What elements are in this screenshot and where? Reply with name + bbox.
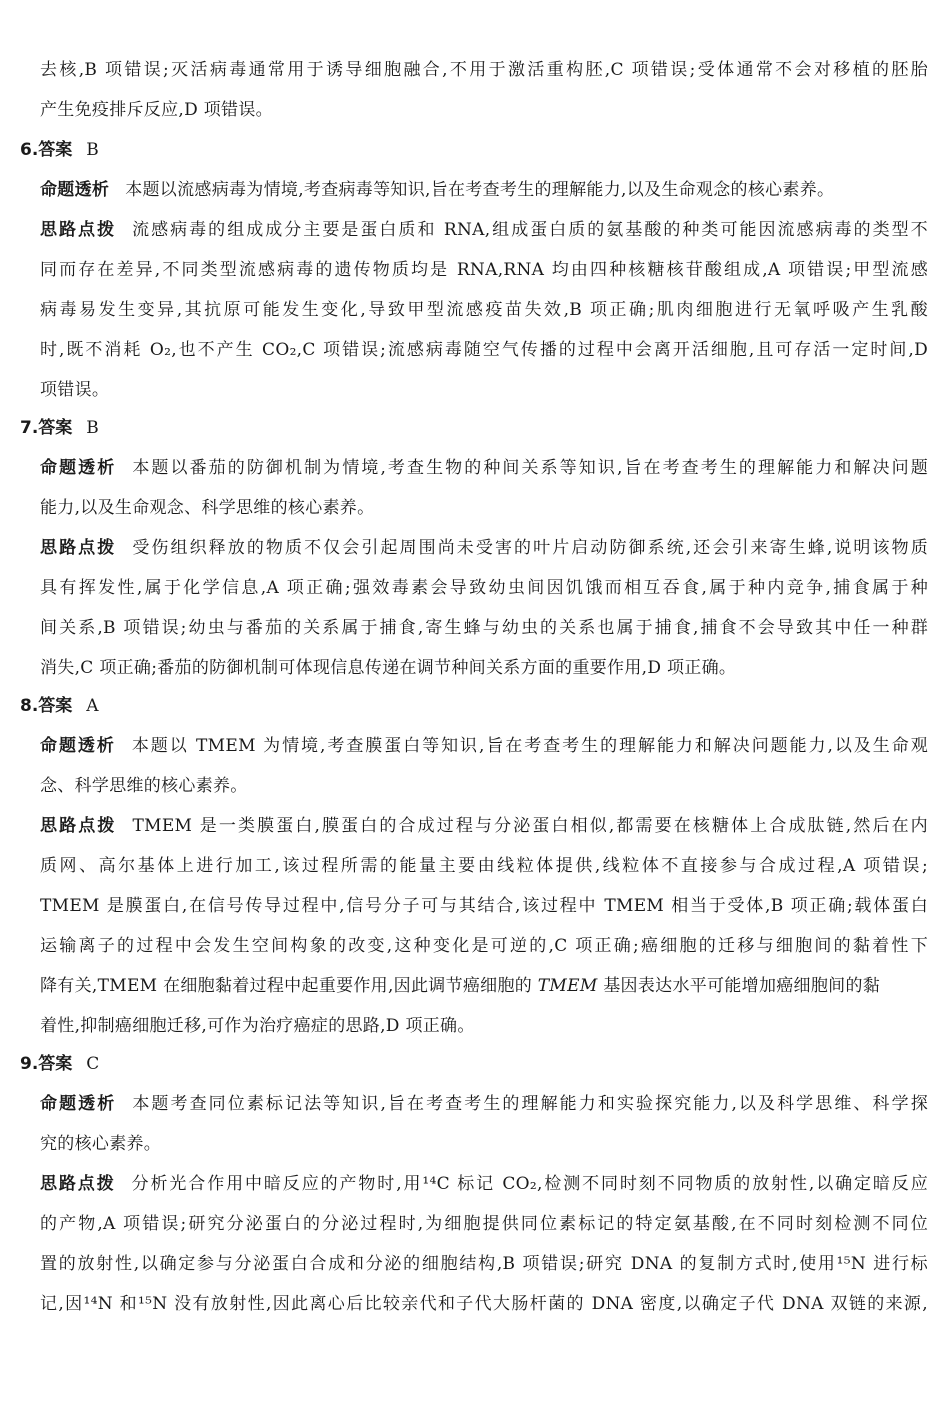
q8-answer: A (86, 696, 99, 716)
q8-idea-label: 思路点拨 (40, 816, 117, 836)
q7-answer: B (86, 418, 99, 438)
q8-line5-c: 基因表达水平可能增加癌细胞间的黏 (597, 976, 881, 996)
text-line: 消失,C 项正确;番茄的防御机制可体现信息传递在调节种间关系方面的重要作用,D 项正确。 (40, 658, 737, 678)
q8-intent (40, 734, 928, 758)
text-line: 时,既不消耗 O₂,也不产生 CO₂,C 项错误;流感病毒随空气传播的过程中会离开活细胞,且可存活一定时间,D (40, 340, 928, 360)
q6-idea-label: 思路点拨 (40, 220, 117, 240)
text-line: 究的核心素养。 (40, 1134, 162, 1154)
q7-answer-label: 答案 (38, 418, 73, 438)
q6-answer: B (86, 140, 99, 160)
q6-idea (40, 218, 928, 242)
text-line: 具有挥发性,属于化学信息,A 项正确;强效毒素会导致幼虫间因饥饿而相互吞食,属于种内竞争,捕食属于种 (40, 578, 928, 598)
text-line: 置的放射性,以确定参与分泌蛋白合成和分泌的细胞结构,B 项错误;研究 DNA 的复制方式时,使用¹⁵N 进行标 (40, 1254, 928, 1274)
q9-header (20, 1052, 99, 1076)
q7-number: 7. (20, 418, 39, 438)
text-line: 运输离子的过程中会发生空间构象的改变,这种变化是可逆的,C 项正确;癌细胞的迁移与细胞间的黏着性下 (40, 936, 928, 956)
q9-answer-label: 答案 (38, 1054, 73, 1074)
q9-intent-label: 命题透析 (40, 1094, 117, 1114)
text-line: 记,因¹⁴N 和¹⁵N 没有放射性,因此离心后比较亲代和子代大肠杆菌的 DNA 密度,以确定子代 DNA 双链的来源, (40, 1294, 928, 1314)
q7-intent-label: 命题透析 (40, 458, 117, 478)
q6-intent-text: 本题以流感病毒为情境,考查病毒等知识,旨在考查考生的理解能力,以及生命观念的核心素养。 (125, 180, 835, 200)
q6-intent (40, 178, 928, 202)
gene-name-italic: TMEM (537, 976, 598, 996)
q7-intent (40, 456, 928, 480)
text-line: 质网、高尔基体上进行加工,该过程所需的能量主要由线粒体提供,线粒体不直接参与合成过程,A 项错误; (40, 856, 928, 876)
q9-intent-text: 本题考查同位素标记法等知识,旨在考查考生的理解能力和实验探究能力,以及科学思维、科学探 (132, 1094, 928, 1114)
text-line: 产生免疫排斥反应,D 项错误。 (40, 100, 273, 120)
q7-idea (40, 536, 928, 560)
text-line: 能力,以及生命观念、科学思维的核心素养。 (40, 498, 375, 518)
q7-header (20, 416, 99, 440)
q8-intent-label: 命题透析 (40, 736, 116, 756)
q6-idea-text: 流感病毒的组成成分主要是蛋白质和 RNA,组成蛋白质的氨基酸的种类可能因流感病毒的类型不 (132, 220, 928, 240)
q6-answer-label: 答案 (38, 140, 73, 160)
q9-idea-label: 思路点拨 (40, 1174, 116, 1194)
q8-intent-text: 本题以 TMEM 为情境,考查膜蛋白等知识,旨在考查考生的理解能力和解决问题能力,以及生命观 (131, 736, 928, 756)
q8-line5-a: 降有关,TMEM 在细胞黏着过程中起重要作用,因此调节癌细胞的 (40, 976, 538, 996)
q9-number: 9. (20, 1054, 39, 1074)
q6-header (20, 138, 99, 162)
text-line: 项错误。 (40, 380, 110, 400)
q8-header (20, 694, 99, 718)
text-line: 的产物,A 项错误;研究分泌蛋白的分泌过程时,为细胞提供同位素标记的特定氨基酸,在不同时刻检测不同位 (40, 1214, 928, 1234)
text-line: 病毒易发生变异,其抗原可能发生变化,导致甲型流感疫苗失效,B 项正确;肌肉细胞进行无氧呼吸产生乳酸 (40, 300, 928, 320)
q6-intent-label: 命题透析 (40, 180, 110, 200)
q8-number: 8. (20, 696, 39, 716)
q7-intent-text: 本题以番茄的防御机制为情境,考查生物的种间关系等知识,旨在考查考生的理解能力和解决问题 (132, 458, 928, 478)
q9-intent (40, 1092, 928, 1116)
q9-idea (40, 1172, 928, 1196)
q7-idea-label: 思路点拨 (40, 538, 117, 558)
text-line: 念、科学思维的核心素养。 (40, 776, 248, 796)
q7-idea-text: 受伤组织释放的物质不仅会引起周围尚未受害的叶片启动防御系统,还会引来寄生蜂,说明该物质 (132, 538, 928, 558)
text-line: 着性,抑制癌细胞迁移,可作为治疗癌症的思路,D 项正确。 (40, 1016, 475, 1036)
text-line: 去核,B 项错误;灭活病毒通常用于诱导细胞融合,不用于激活重构胚,C 项错误;受体通常不会对移植的胚胎 (40, 60, 928, 80)
text-line (40, 974, 928, 998)
q6-number: 6. (20, 140, 39, 160)
text-line: 同而存在差异,不同类型流感病毒的遗传物质均是 RNA,RNA 均由四种核糖核苷酸组成,A 项错误;甲型流感 (40, 260, 928, 280)
q9-answer: C (86, 1054, 100, 1074)
q8-answer-label: 答案 (38, 696, 73, 716)
q8-idea-text: TMEM 是一类膜蛋白,膜蛋白的合成过程与分泌蛋白相似,都需要在核糖体上合成肽链,然后在内 (132, 816, 928, 836)
q9-idea-text: 分析光合作用中暗反应的产物时,用¹⁴C 标记 CO₂,检测不同时刻不同物质的放射性,以确定暗反应 (131, 1174, 928, 1194)
text-line: 间关系,B 项错误;幼虫与番茄的关系属于捕食,寄生蜂与幼虫的关系也属于捕食,捕食不会导致其中任一种群 (40, 618, 928, 638)
q8-idea (40, 814, 928, 838)
text-line: TMEM 是膜蛋白,在信号传导过程中,信号分子可与其结合,该过程中 TMEM 相当于受体,B 项正确;载体蛋白 (40, 896, 928, 916)
